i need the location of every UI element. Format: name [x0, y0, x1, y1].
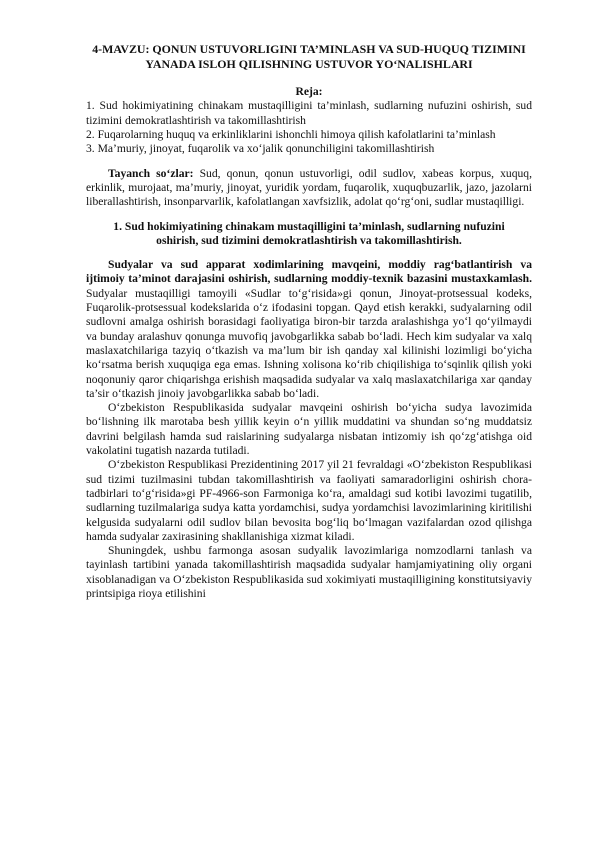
section-1-heading: 1. Sud hokimiyatining chinakam mustaqilligini ta’minlash, sudlarning nufuzini oshirish, sud tizimini demokratlashtirish va takomillashtirish. — [113, 219, 505, 247]
body-paragraph-1: O‘zbekiston Respublikasida sudyalar mavqeini oshirish bo‘yicha sudya lavozimida bo‘lishning ilk marotaba besh yillik keyin o‘n yillik muddatini va shundan so‘ng muddatsiz davrini belgilash hamda sud raislarining sudyalarga nisbatan intizomiy ish qo‘zg‘atishga oid vakolatini tugatish nazarda tutiladi. — [86, 401, 532, 458]
section-1-lead-text: Sudyalar mustaqilligi tamoyili «Sudlar to‘g‘risida»gi qonun, Jinoyat-protsessual kodeks, Fuqarolik-protsessual kodekslarida o‘z ifodasini topgan. Qayd etish kerakki, sudyalarning odil sudlovni amalga oshirish borasidagi faoliyatiga biron-bir tarzda aralashishga yo‘l qo‘yilmaydi va bunday aralashuv qonunga muvofiq javobgarlikka sabab bo‘ladi. Hech kim sudyalar va xalq maslaxatchilariga tazyiq o‘tkazish va ma’lum bir ish qanday xal kilinishi lozimligi bo‘yicha ko‘rsatma berish xuquqiga ega emas. Ishning xolisona ko‘rib chiqilishiga to‘sqinlik qilish yoki noqonuniy qaror chiqarishga erishish maqsadida sudyalar va xalq maslaxatchilariga xar qanday ta’sir o‘tkazish jinoiy javobgarlikka sabab bo‘ladi. — [86, 286, 532, 400]
keywords-paragraph — [86, 167, 532, 210]
plan-item-2: 2. Fuqarolarning huquq va erkinliklarini ishonchli himoya qilish kafolatlarini ta’minlash — [86, 128, 496, 142]
spacer — [86, 210, 532, 220]
plan-item-1: 1. Sud hokimiyatining chinakam mustaqilligini ta’minlash, sudlarning nufuzini oshirish, sud tizimini demokratlashtirish va takomillashtirish — [86, 99, 532, 127]
section-1-lead-bold: Sudyalar va sud apparat xodimlarining mavqeini, moddiy rag‘batlantirish va ijtimoiy ta’minot darajasini oshirish, sudlarning moddiy-texnik bazasini mustaxkamlash. — [86, 258, 532, 286]
document-body — [86, 42, 532, 601]
plan-item-3: 3. Ma’muriy, jinoyat, fuqarolik va xo‘jalik qonunchiligini takomillashtirish — [86, 142, 435, 156]
spacer — [86, 157, 532, 167]
keywords-label: Tayanch so‘zlar: — [108, 166, 194, 180]
keywords-text: Sud, qonun, qonun ustuvorligi, odil sudlov, xabeas korpus, xuquq, erkinlik, murojaat, ma’muriy, jinoyat, yuridik yordam, fuqarolik, xuquqbuzarlik, jazo, jazolarni liberallashtirish, insonparvarlik, kafolatlangan xavfsizlik, adolat qo‘rg‘oni, sudlar mustaqilligi. — [86, 166, 532, 209]
page-title: 4-MAVZU: QONUN USTUVORLIGINI TA’MINLASH VA SUD-HUQUQ TIZIMINI YANADA ISLOH QILISHNING USTUVOR YO‘NALISHLARI — [92, 42, 526, 71]
spacer — [86, 248, 532, 258]
body-paragraph-2: O‘zbekiston Respublikasi Prezidentining 2017 yil 21 fevraldagi «O‘zbekiston Respublikasi sud tizimi tuzilmasini tubdan takomillashtirish va faoliyati samaradorligini oshirish chora-tadbirlari to‘g‘risida»gi PF-4966-son Farmoniga ko‘ra, amaldagi sud kotibi lavozimi tugatilib, sudlarning tuzilmalariga sudya katta yordamchisi, sudya yordamchisi lavozimlarining kiritilishi kelgusida sudyalarni odil sudlov bilan bevosita bog‘liq bo‘lmagan vazifalardan ozod qilishga hamda sudyalar zaxirasining shakllanishiga xizmat kiladi. — [86, 458, 532, 543]
plan-heading: Reja: — [295, 85, 323, 99]
body-paragraph-3: Shuningdek, ushbu farmonga asosan sudyalik lavozimlariga nomzodlarni tanlash va tayinlash tartibini yanada takomillashtirish maqsadida sudyalar hamjamiyatining oliy organi xisoblanadigan va O‘zbekiston Respublikasida sud xokimiyati mustaqilligining konstitutsiyaviy printsipiga rioya etilishini — [86, 544, 532, 600]
section-1-lead-paragraph — [86, 258, 532, 401]
